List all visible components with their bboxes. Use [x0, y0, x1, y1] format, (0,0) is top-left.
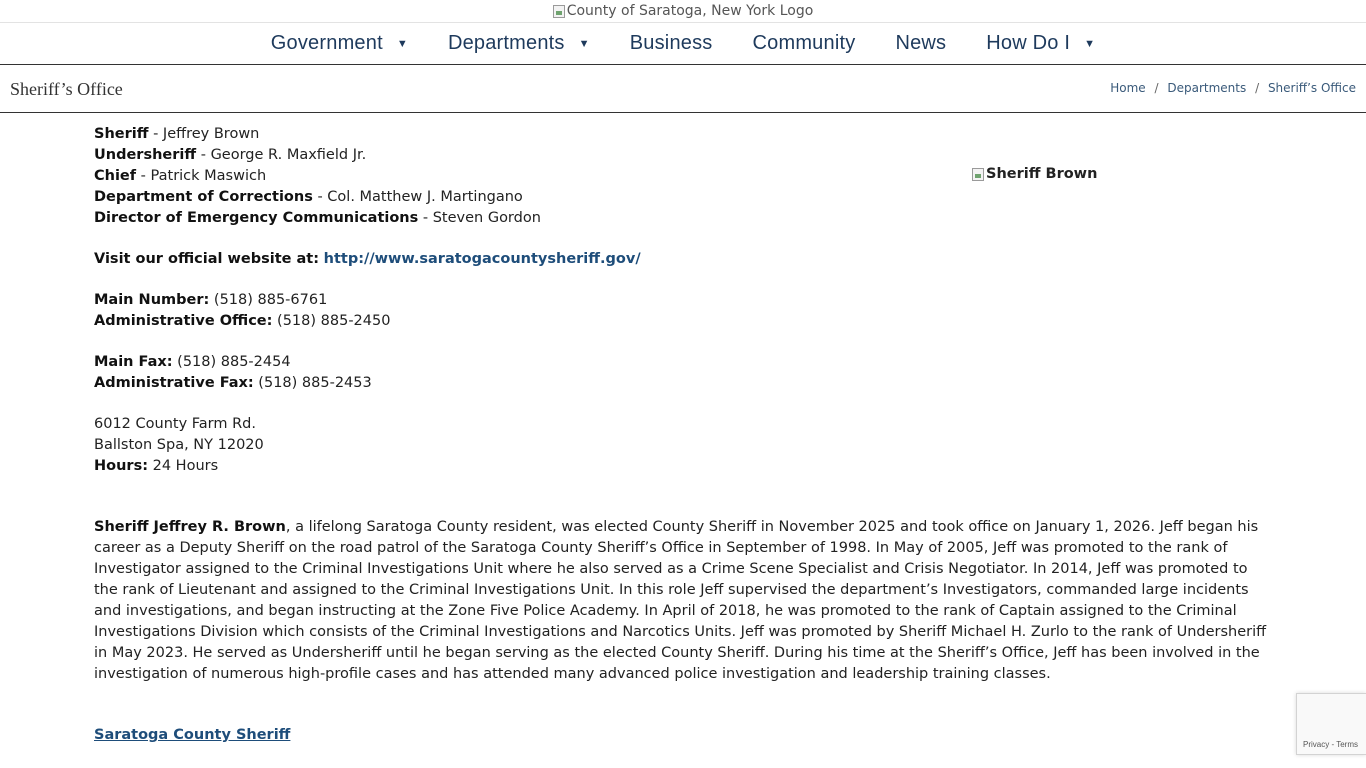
address-city: Ballston Spa, NY 12020 [94, 437, 264, 453]
caret-down-icon: ▼ [1084, 37, 1096, 50]
staff-role: Undersheriff [94, 147, 197, 163]
bio-text: , a lifelong Saratoga County resident, was elected County Sheriff in November 2025 and took office on January 1, 2026. Jeff began his career as a Deputy Sheriff on the road patrol of the Saratoga County Sheriff’s Office in September of 1998. In May of 2005, Jeff was promoted to the rank of Investigator assigned to the Criminal Investigations Unit where he also served as a Crime Scene Specialist and Crisis Negotiator. In 2014, Jeff was promoted to the rank of Lieutenant and assigned to the Criminal Investigations Unit. In this role Jeff supervised the department’s Investigators, commanded large incidents and investigations, and began instructing at the Zone Five Police Academy. In April of 2018, he was promoted to the rank of Captain assigned to the Criminal Investigations Division which consists of the Criminal Investigations and Narcotics Units. Jeff was promoted by Sheriff Michael H. Zurlo to the rank of Undersheriff in May 2023. He served as Undersheriff until he began serving as the elected County Sheriff. During his time at the Sheriff’s Office, Jeff has been involved in the investigation of numerous high-profile cases and has attended many advanced police investigation and leadership training classes. [94, 519, 1267, 682]
recaptcha-links [1303, 740, 1358, 749]
sheriff-photo-alt: Sheriff Brown [986, 166, 1098, 182]
address-street: 6012 County Farm Rd. [94, 416, 256, 432]
sheriff-bio [94, 517, 1274, 685]
website-row [94, 249, 1274, 270]
footer-link-row [94, 725, 1274, 746]
nav-label: Departments [447, 32, 565, 54]
nav-label: Community [752, 32, 856, 54]
hours-label: Hours: [94, 458, 148, 474]
staff-row [94, 124, 1274, 145]
staff-role: Chief [94, 168, 137, 184]
breadcrumb-home[interactable]: Home [1110, 81, 1146, 95]
main-fax-value: (518) 885-2454 [172, 354, 291, 370]
logo-bar [0, 0, 1366, 23]
caret-down-icon: ▼ [396, 37, 408, 50]
bio-name: Sheriff Jeffrey R. Brown [94, 519, 286, 535]
staff-role: Sheriff [94, 126, 149, 142]
staff-row [94, 208, 1274, 229]
staff-role: Director of Emergency Communications [94, 210, 419, 226]
breadcrumb-current[interactable]: Sheriff’s Office [1267, 81, 1356, 95]
nav-item-business[interactable] [610, 32, 733, 55]
nav-label: News [895, 32, 947, 54]
title-bar [0, 65, 1366, 113]
website-link[interactable]: http://www.saratogacountysheriff.gov/ [323, 251, 641, 267]
website-label: Visit our official website at: [94, 251, 320, 267]
staff-name: - George R. Maxfield Jr. [196, 147, 367, 163]
main-fax-label: Main Fax: [94, 354, 173, 370]
admin-office-row [94, 311, 1274, 332]
staff-name: - Col. Matthew J. Martingano [312, 189, 523, 205]
admin-office-label: Administrative Office: [94, 313, 273, 329]
main-number-row [94, 290, 1274, 311]
nav-item-departments[interactable] [428, 32, 610, 55]
staff-role: Department of Corrections [94, 189, 313, 205]
recaptcha-terms-link[interactable]: Terms [1336, 740, 1358, 749]
main-content [94, 124, 1274, 746]
nav-label: How Do I [986, 32, 1071, 54]
breadcrumb-separator: / [1255, 81, 1260, 95]
staff-name: - Patrick Maswich [136, 168, 267, 184]
county-logo[interactable] [553, 2, 814, 20]
breadcrumb-departments[interactable]: Departments [1167, 81, 1247, 95]
main-number-value: (518) 885-6761 [209, 292, 328, 308]
nav-item-government[interactable] [251, 32, 428, 55]
hours-row [94, 456, 1274, 477]
breadcrumb [1110, 81, 1356, 95]
page-title: Sheriff’s Office [10, 79, 123, 99]
staff-name: - Jeffrey Brown [148, 126, 260, 142]
saratoga-sheriff-link[interactable]: Saratoga County Sheriff [94, 727, 291, 743]
recaptcha-separator: - [1329, 740, 1337, 749]
recaptcha-badge[interactable] [1296, 693, 1366, 755]
main-number-label: Main Number: [94, 292, 210, 308]
staff-row [94, 166, 1274, 187]
broken-image-icon [553, 5, 565, 18]
recaptcha-privacy-link[interactable]: Privacy [1303, 740, 1330, 749]
main-nav [0, 23, 1366, 65]
nav-item-community[interactable] [733, 32, 876, 55]
breadcrumb-separator: / [1154, 81, 1159, 95]
caret-down-icon: ▼ [578, 37, 590, 50]
main-fax-row [94, 352, 1274, 373]
hours-value: 24 Hours [148, 458, 219, 474]
nav-item-news[interactable] [875, 32, 966, 55]
staff-row [94, 187, 1274, 208]
admin-fax-value: (518) 885-2453 [253, 375, 372, 391]
nav-label: Government [270, 32, 383, 54]
admin-office-value: (518) 885-2450 [272, 313, 391, 329]
staff-name: - Steven Gordon [418, 210, 541, 226]
staff-row [94, 145, 1274, 166]
admin-fax-label: Administrative Fax: [94, 375, 254, 391]
nav-label: Business [629, 32, 713, 54]
admin-fax-row [94, 373, 1274, 394]
nav-item-how-do-i[interactable] [966, 32, 1115, 55]
logo-alt-text: County of Saratoga, New York Logo [566, 3, 814, 19]
